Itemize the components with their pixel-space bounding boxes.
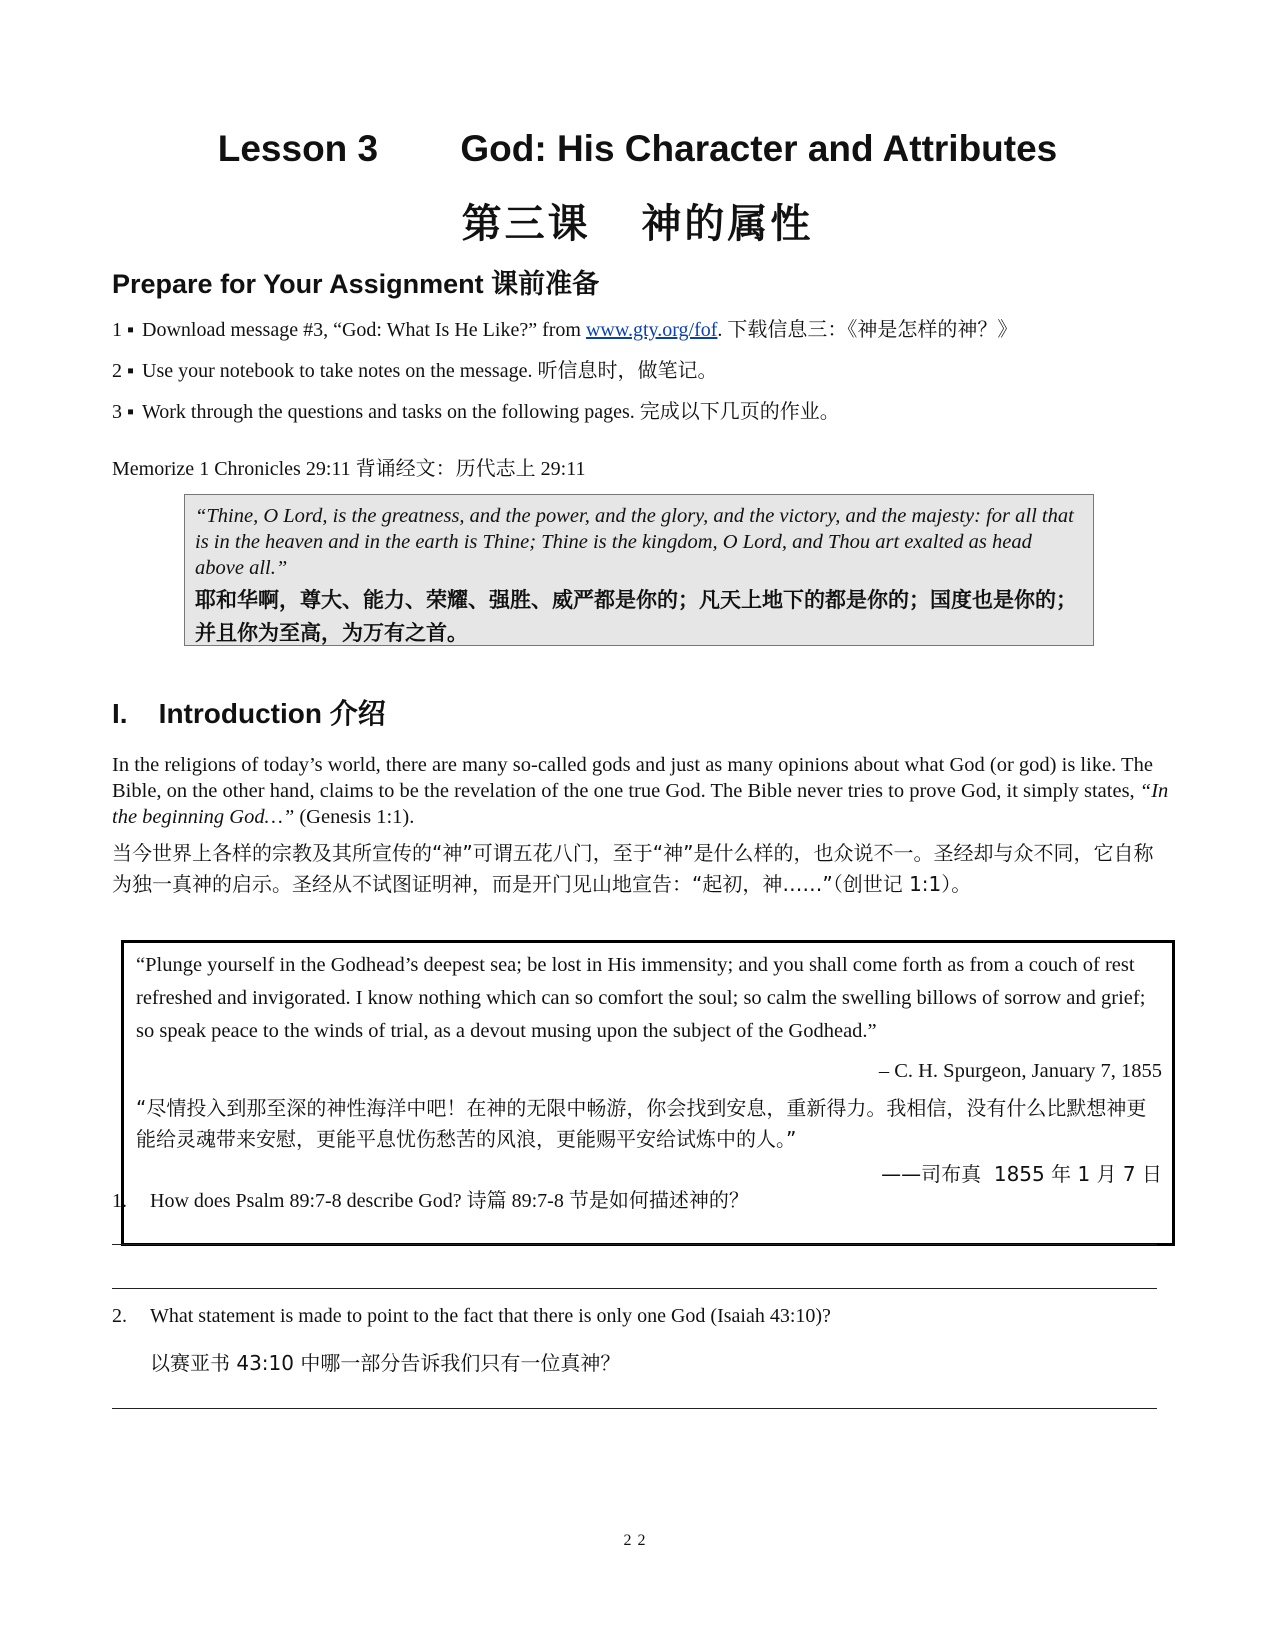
memory-verse-chinese: 耶和华啊，尊大、能力、荣耀、强胜、威严都是你的；凡天上地下的都是你的；国度也是你的；并且你为至高，为万有之首。	[195, 588, 1077, 645]
step-2	[112, 354, 717, 383]
page-number: 22	[623, 1532, 652, 1549]
step-1	[112, 313, 1017, 342]
question-text: How does Psalm 89:7-8 describe God? 诗篇 89:7-8 节是如何描述神的？	[150, 1190, 749, 1212]
lesson-title-english: Lesson 3 God: His Character and Attributes	[217, 128, 1058, 169]
memory-verse-box	[184, 494, 1094, 646]
gty-link[interactable]: www.gty.org/fof	[585, 319, 718, 341]
memory-verse-english: “Thine, O Lord, is the greatness, and the power, and the glory, and the victory, and the majesty: for all that is in the heaven and in the earth is Thine; Thine is the kingdom, O Lord, and Thou art exalted as head above all.”	[195, 505, 1074, 579]
question-number: 2.	[112, 1305, 127, 1327]
quote-chinese: “尽情投入到那至深的神性海洋中吧！在神的无限中畅游，你会找到安息，重新得力。我相信，没有什么比默想神更能给灵魂带来安慰，更能平息忧伤愁苦的风浪，更能赐平安给试炼中的人。”	[136, 1096, 1147, 1151]
answer-line[interactable]	[112, 1288, 1157, 1289]
question-1	[112, 1184, 749, 1213]
question-2	[112, 1305, 831, 1328]
quote-english: “Plunge yourself in the Godhead’s deepest sea; be lost in His immensity; and you shall come forth as from a couch of rest refreshed and invigorated. I know nothing which can so comfort the soul; so calm the swelling billows of sorrow and grief; so speak peace to the winds of trial, as a devout musing upon the subject of the Godhead.”	[136, 954, 1146, 1042]
prepare-assignment-heading: Prepare for Your Assignment 课前准备	[112, 269, 600, 299]
lesson-title-chinese: 第三课 神的属性	[461, 201, 814, 247]
intro-quote: “In the beginning God…”	[112, 780, 1169, 828]
step-number: 3 ▪	[112, 401, 135, 423]
introduction-paragraph-chinese: 当今世界上各样的宗教及其所宣传的“神”可谓五花八门，至于“神”是什么样的，也众说不一。圣经却与众不同，它自称为独一真神的启示。圣经从不试图证明神，而是开门见山地宣告：“起初，神……”（创世记 1:1）。	[112, 841, 1154, 896]
memorize-verse-line: Memorize 1 Chronicles 29:11 背诵经文：历代志上 29:11	[112, 458, 586, 480]
question-2-chinese: 以赛亚书 43:10 中哪一部分告诉我们只有一位真神？	[150, 1351, 621, 1375]
intro-text: In the religions of today’s world, there are many so-called gods and just as many opinions about what God (or god) is like. The Bible, on the other hand, claims to be the revelation of the one true God. The Bible never tries to prove God, it simply states,	[112, 754, 1153, 802]
answer-line[interactable]	[112, 1408, 1157, 1409]
answer-line[interactable]	[112, 1244, 1157, 1245]
quote-attribution-english: – C. H. Spurgeon, January 7, 1855	[878, 1060, 1162, 1082]
step-text: Work through the questions and tasks on the following pages. 完成以下几页的作业。	[142, 401, 840, 423]
step-text: Use your notebook to take notes on the message. 听信息时，做笔记。	[142, 360, 718, 382]
introduction-paragraph-english	[112, 752, 1172, 830]
step-text: Download message #3, “God: What Is He Like?” from	[142, 319, 586, 341]
step-3	[112, 395, 840, 424]
question-number: 1.	[112, 1190, 127, 1212]
step-text-after: . 下载信息三：《神是怎样的神？》	[717, 319, 1018, 341]
question-text: What statement is made to point to the fact that there is only one God (Isaiah 43:10)?	[150, 1305, 831, 1327]
intro-citation: (Genesis 1:1).	[294, 806, 415, 828]
introduction-heading: I. Introduction 介绍	[112, 698, 386, 729]
step-number: 2 ▪	[112, 360, 135, 382]
step-number: 1 ▪	[112, 319, 135, 341]
quote-attribution-chinese: ——司布真 1855 年 1 月 7 日	[881, 1162, 1162, 1186]
